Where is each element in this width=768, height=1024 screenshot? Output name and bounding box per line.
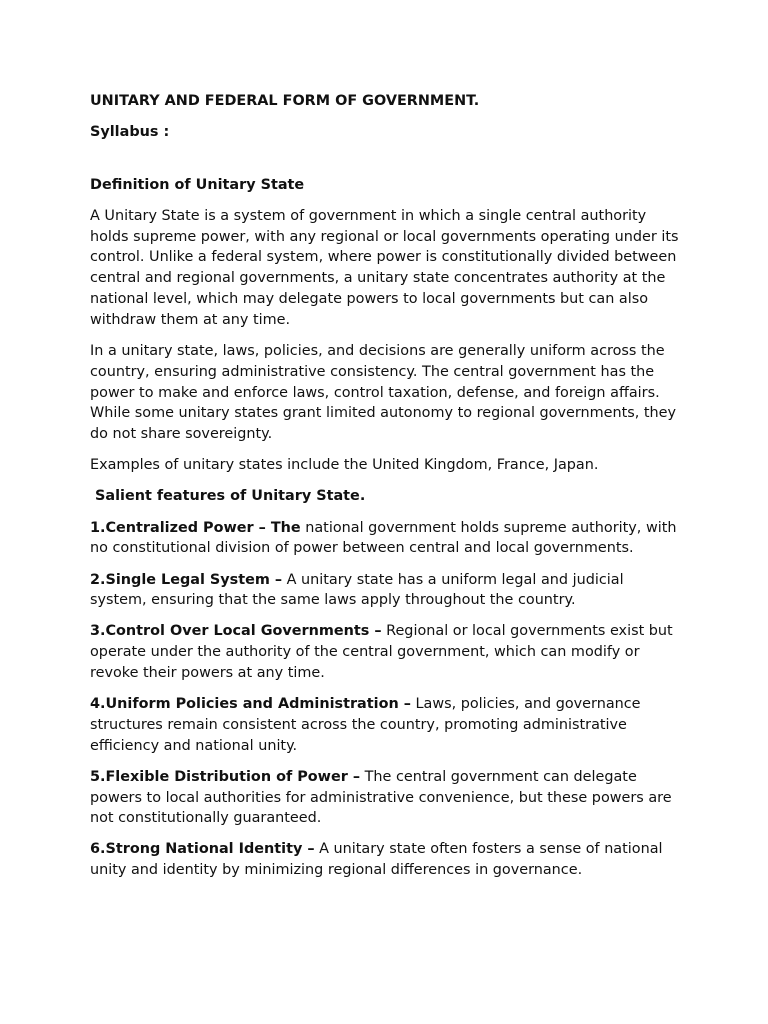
section-heading: Definition of Unitary State (90, 176, 305, 193)
feature-item (90, 767, 682, 829)
feature-text: A unitary state has a uniform legal and judicial system, ensuring that the same laws apply throughout the country. (90, 571, 624, 609)
paragraph-definition: A Unitary State is a system of government in which a single central authority holds supreme power, with any regional or local governments operating under its control. Unlike a federal system, where power is constitutionally divided between central and regional governments, a unitary state concentrates authority at the national level, which may delegate powers to local governments but can also withdraw them at any time. (90, 207, 679, 328)
feature-item (90, 621, 682, 683)
feature-text: Laws, policies, and governance structures remain consistent across the country, promoting administrative efficiency and national unity. (90, 696, 641, 754)
feature-text: Regional or local governments exist but operate under the authority of the central government, which can modify or revoke their powers at any time. (90, 623, 673, 682)
feature-item (90, 839, 682, 881)
feature-item (90, 570, 682, 612)
feature-title: 4.Uniform Policies and Administration – (90, 696, 411, 713)
feature-text: national government holds supreme authority, with no constitutional division of power between central and local governments. (90, 519, 677, 557)
feature-title: 3.Control Over Local Governments – (90, 623, 382, 640)
feature-title: 6.Strong National Identity – (90, 841, 315, 858)
features-heading: Salient features of Unitary State. (95, 488, 366, 505)
syllabus-label: Syllabus : (90, 124, 170, 141)
paragraph-examples: Examples of unitary states include the United Kingdom, France, Japan. (90, 457, 599, 474)
document-page (90, 91, 682, 891)
feature-title: 5.Flexible Distribution of Power – (90, 768, 361, 785)
feature-text: A unitary state often fosters a sense of national unity and identity by minimizing regional differences in governance. (90, 841, 663, 879)
paragraph-uniformity: In a unitary state, laws, policies, and decisions are generally uniform across the country, ensuring administrative consistency. The central government has the power to make and enforce laws, control taxation, defense, and foreign affairs. While some unitary states grant limited autonomy to regional governments, they do not share sovereignty. (90, 342, 677, 443)
feature-item (90, 518, 682, 560)
feature-title: 2.Single Legal System – (90, 571, 283, 588)
feature-item (90, 694, 682, 756)
feature-title: 1.Centralized Power – The (90, 519, 301, 536)
document-title: UNITARY AND FEDERAL FORM OF GOVERNMENT. (90, 93, 480, 109)
feature-text: The central government can delegate powers to local authorities for administrative convenience, but these powers are not constitutionally guaranteed. (90, 768, 672, 827)
